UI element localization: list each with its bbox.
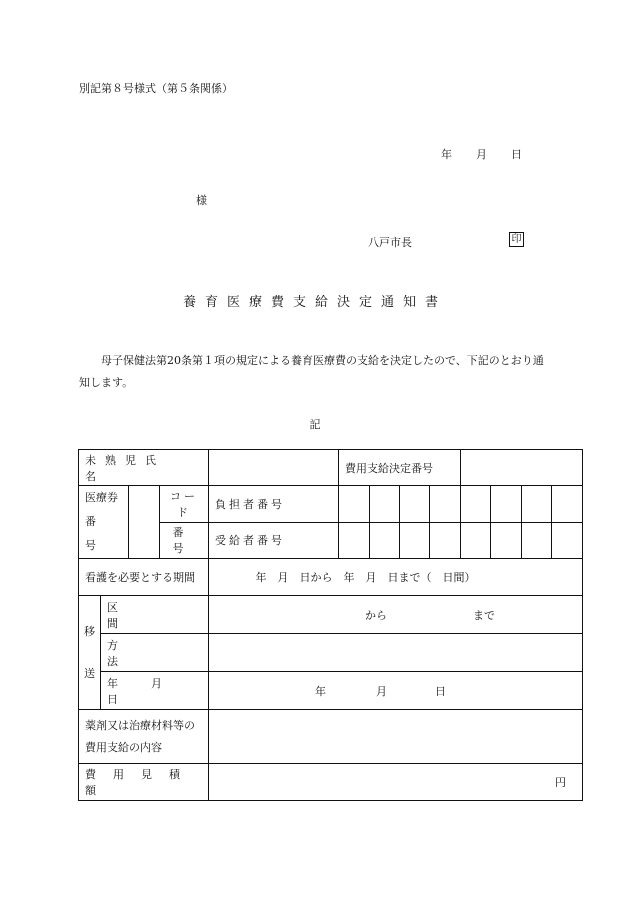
date-month: 月 <box>476 148 487 161</box>
ki-heading: 記 <box>309 418 321 431</box>
child-name-field[interactable] <box>209 450 339 486</box>
recipient-digit-1[interactable] <box>339 522 370 559</box>
method-field[interactable] <box>209 634 583 672</box>
seal-mark: 印 <box>509 232 524 247</box>
burden-digit-8[interactable] <box>552 486 583 523</box>
transfer-date-label: 年月日 <box>101 672 209 710</box>
estimate-field[interactable] <box>209 764 583 801</box>
recipient-no-label: 受給者番号 <box>209 522 339 559</box>
burden-digit-5[interactable] <box>461 486 491 523</box>
transfer-label: 移 送 <box>79 596 101 710</box>
recipient-digit-7[interactable] <box>522 522 552 559</box>
burden-digit-6[interactable] <box>491 486 522 523</box>
row-medicine <box>79 710 583 764</box>
decision-table <box>78 449 583 801</box>
burden-digit-4[interactable] <box>430 486 461 523</box>
burden-digit-3[interactable] <box>400 486 430 523</box>
child-name-label: 未熟児氏名 <box>79 450 209 486</box>
body-paragraph: 母子保健法第20条第１項の規定による養育医療費の支給を決定したので、下記のとおり通知します。 <box>79 354 544 389</box>
form-number: 別記第８号様式（第５条関係） <box>79 82 233 95</box>
recipient-digit-3[interactable] <box>400 522 430 559</box>
row-estimate <box>79 764 583 801</box>
issuer-mayor: 八戸市長 <box>368 236 412 249</box>
estimate-label: 費用見積額 <box>79 764 209 801</box>
row-method <box>79 634 583 672</box>
burden-no-label: 負担者番号 <box>209 486 339 523</box>
code-label-1: コード <box>160 486 209 523</box>
date-day: 日 <box>511 148 522 161</box>
nursing-period-value[interactable]: 年 月 日から 年 月 日まで（ 日間） <box>209 559 583 596</box>
row-section <box>79 596 583 634</box>
nursing-period-label: 看護を必要とする期間 <box>79 559 209 596</box>
date-year: 年 <box>441 148 452 161</box>
section-field[interactable]: から まで <box>209 596 583 634</box>
transfer-date-field[interactable]: 年 月 日 <box>209 672 583 710</box>
burden-digit-1[interactable] <box>339 486 370 523</box>
burden-digit-2[interactable] <box>370 486 400 523</box>
ticket-no-field[interactable] <box>129 486 160 559</box>
row-transfer-date <box>79 672 583 710</box>
yen-unit: 円 <box>555 776 566 789</box>
payment-decision-no-field[interactable] <box>461 450 583 486</box>
recipient-digit-6[interactable] <box>491 522 522 559</box>
method-label: 方法 <box>101 634 209 672</box>
recipient-digit-4[interactable] <box>430 522 461 559</box>
recipient-digit-8[interactable] <box>552 522 583 559</box>
ticket-label: 医療券 番号 <box>79 486 129 559</box>
payment-decision-no-label: 費用支給決定番号 <box>339 450 461 486</box>
recipient-digit-5[interactable] <box>461 522 491 559</box>
burden-digit-7[interactable] <box>522 486 552 523</box>
addressee: 様 <box>196 194 207 207</box>
medicine-label: 薬剤又は治療材料等の 費用支給の内容 <box>79 710 209 764</box>
medicine-field[interactable] <box>209 710 583 764</box>
section-label: 区間 <box>101 596 209 634</box>
row-nursing-period <box>79 559 583 596</box>
row-child-name <box>79 450 583 486</box>
code-label-2: 番号 <box>160 522 209 559</box>
document-title: 養育医療費支給決定通知書 <box>182 295 447 310</box>
body-text <box>79 350 551 394</box>
row-burden-no <box>79 486 583 523</box>
issue-date <box>441 146 522 162</box>
recipient-digit-2[interactable] <box>370 522 400 559</box>
